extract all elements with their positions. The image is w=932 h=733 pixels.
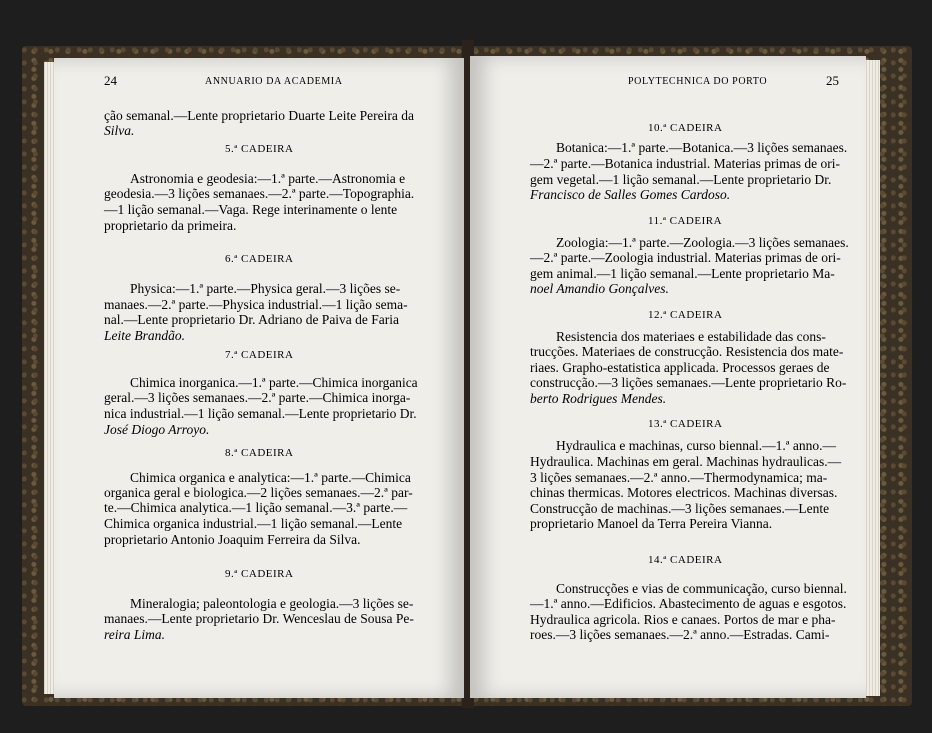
right-running-header: POLYTECHNICA DO PORTO [628, 76, 768, 87]
text-line: Hydraulica agricola. Rios e canaes. Portos de mar e pha- [530, 612, 836, 627]
text-line: Hydraulica. Machinas em geral. Machinas hydraulicas.— [530, 454, 842, 469]
section-heading: 12.ª CADEIRA [648, 309, 723, 321]
text-line: berto Rodrigues Mendes. [530, 391, 667, 406]
text-line: nal.—Lente proprietario Dr. Adriano de Paiva de Faria [104, 312, 400, 327]
text-line: Botanica:—1.ª parte.—Botanica.—3 lições semanaes. [556, 140, 848, 155]
right-page-edges [866, 60, 880, 696]
text-line: Construcção de machinas.—3 lições semanaes.—Lente [530, 501, 830, 516]
text-line: gem vegetal.—1 lição semanal.—Lente proprietario Dr. [530, 172, 832, 187]
text-line: Francisco de Salles Gomes Cardoso. [530, 187, 731, 202]
text-line: Leite Brandão. [104, 328, 185, 343]
text-line: chinas thermicas. Motores electricos. Machinas diversas. [530, 485, 838, 500]
section-heading: 5.ª CADEIRA [225, 143, 294, 155]
text-line: proprietario Antonio Joaquim Ferreira da Silva. [104, 532, 361, 547]
section-heading: 10.ª CADEIRA [648, 122, 723, 134]
text-line: Physica:—1.ª parte.—Physica geral.—3 lições se- [130, 281, 401, 296]
text-line: Chimica inorganica.—1.ª parte.—Chimica inorganica [130, 375, 418, 390]
section-heading: 8.ª CADEIRA [225, 447, 294, 459]
text-line: manaes.—Lente proprietario Dr. Wenceslau de Sousa Pe- [104, 611, 414, 626]
text-line: ção semanal.—Lente proprietario Duarte Leite Pereira da [104, 108, 414, 123]
text-line: nica industrial.—1 lição semanal.—Lente proprietario Dr. [104, 406, 417, 421]
section-heading: 6.ª CADEIRA [225, 253, 294, 265]
text-line: Construcções e vias de communicação, curso biennal. [556, 581, 847, 596]
text-line: 3 lições semanaes.—2.ª anno.—Thermodynamica; ma- [530, 470, 828, 485]
left-running-header: ANNUARIO DA ACADEMIA [205, 76, 343, 87]
text-line: manaes.—2.ª parte.—Physica industrial.—1 lição sema- [104, 297, 408, 312]
section-heading: 9.ª CADEIRA [225, 568, 294, 580]
section-heading: 7.ª CADEIRA [225, 349, 294, 361]
text-line: Chimica organica industrial.—1 lição semanal.—Lente [104, 516, 403, 531]
text-line: construcção.—3 lições semanaes.—Lente proprietario Ro- [530, 375, 847, 390]
text-line: José Diogo Arroyo. [104, 422, 210, 437]
text-line: Mineralogia; paleontologia e geologia.—3 lições se- [130, 596, 414, 611]
text-line: geral.—3 lições semanaes.—2.ª parte.—Chimica inorga- [104, 390, 411, 405]
text-line: —2.ª parte.—Botanica industrial. Materias primas de ori- [530, 156, 841, 171]
text-line: proprietario Manoel da Terra Pereira Vianna. [530, 516, 773, 531]
text-line: —2.ª parte.—Zoologia industrial. Materias primas de ori- [530, 250, 841, 265]
section-heading: 11.ª CADEIRA [648, 215, 723, 227]
text-line: trucções. Materiaes de construcção. Resistencia dos mate- [530, 344, 844, 359]
text-line: Astronomia e geodesia:—1.ª parte.—Astronomia e [130, 171, 406, 186]
text-line: roes.—3 lições semanaes.—2.ª anno.—Estradas. Cami- [530, 627, 830, 642]
right-page-number: 25 [826, 73, 839, 88]
text-line: organica geral e biologica.—2 lições semanaes.—2.ª par- [104, 485, 413, 500]
text-line: Zoologia:—1.ª parte.—Zoologia.—3 lições semanaes. [556, 235, 849, 250]
text-line: Chimica organica e analytica:—1.ª parte.—Chimica [130, 470, 411, 485]
text-line: Silva. [104, 123, 135, 138]
text-line: proprietario da primeira. [104, 218, 237, 233]
text-line: Hydraulica e machinas, curso biennal.—1.ª anno.— [556, 438, 837, 453]
text-line: te.—Chimica analytica.—1 lição semanal.—3.ª parte.— [104, 500, 408, 515]
text-line: —1.ª anno.—Edificios. Abastecimento de aguas e esgotos. [530, 596, 847, 611]
left-page-number: 24 [104, 73, 117, 88]
text-line: Resistencia dos materiaes e estabilidade das cons- [556, 329, 826, 344]
text-line: reira Lima. [104, 627, 166, 642]
text-line: gem animal.—1 lição semanal.—Lente proprietario Ma- [530, 266, 835, 281]
text-line: geodesia.—3 lições semanaes.—2.ª parte.—Topographia. [104, 186, 415, 201]
text-line: noel Amandio Gonçalves. [530, 281, 669, 296]
section-heading: 14.ª CADEIRA [648, 554, 723, 566]
text-line: riaes. Grapho-estatistica applicada. Processos geraes de [530, 360, 830, 375]
section-heading: 13.ª CADEIRA [648, 418, 723, 430]
text-line: —1 lição semanal.—Vaga. Rege interinamente o lente [104, 202, 398, 217]
